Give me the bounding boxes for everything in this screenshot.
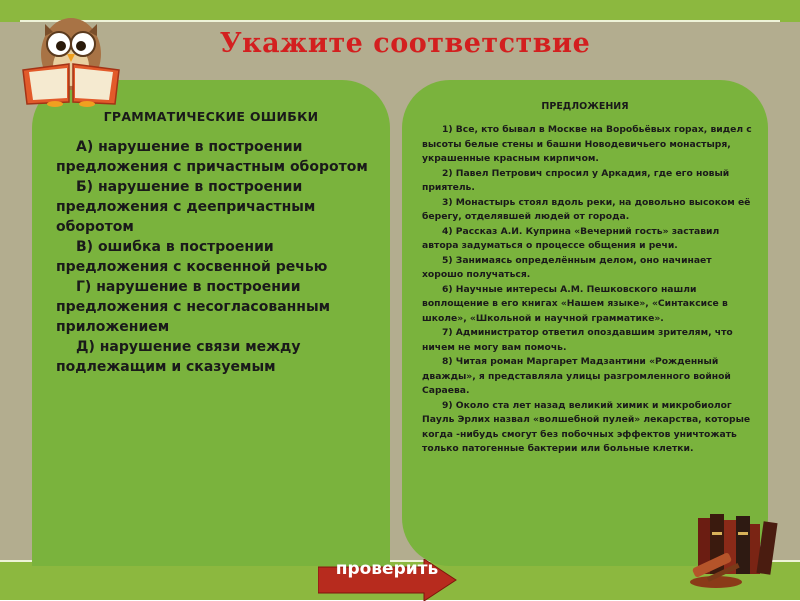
check-button-label: проверить [335,559,439,579]
sentence-item: 1) Все, кто бывал в Москве на Воробьёвых горах, видел с высоты белые стены и башни Новодевичьего монастыря, украшенные красным кирпичом. [422,124,752,164]
error-list [56,137,376,377]
error-item: Б) нарушение в построении предложения с деепричастным оборотом [56,179,316,235]
sentence-item: 6) Научные интересы А.М. Пешковского нашли воплощение в его книгах «Нашем языке», «Синтаксисе в школе», «Школьной и научной грамматике». [422,283,728,324]
books-gavel-icon [688,512,788,594]
sentence-item: 5) Занимаясь определённым делом, оно начинает хорошо получаться. [422,254,712,280]
sentence-item: 8) Читая роман Маргарет Мадзантини «Рожденный дважды», я представляла улицы разгромленного войной Сараева. [422,356,731,396]
error-item: Д) нарушение связи между подлежащим и сказуемым [56,339,301,375]
owl-reading-book-icon [15,8,127,112]
right-panel-heading: ПРЕДЛОЖЕНИЯ [541,101,629,112]
sentence-item: 4) Рассказ А.И. Куприна «Вечерний гость» заставил автора задуматься о процессе общения и речи. [422,225,720,251]
error-item: В) ошибка в построении предложения с косвенной речью [56,239,328,275]
error-item: А) нарушение в построении предложения с причастным оборотом [56,139,368,175]
check-button[interactable] [318,559,458,601]
top-divider [20,20,780,22]
slide-title: Укажите соответствие [219,28,591,59]
error-item: Г) нарушение в построении предложения с несогласованным приложением [56,279,331,335]
sentence-item: 9) Около ста лет назад великий химик и микробиолог Пауль Эрлих назвал «волшебной пулей» лекарства, которые когда -нибудь смогут без побочных эффектов уничтожать только патогенные бактерии или больные клетки. [422,399,751,454]
sentence-item: 7) Администратор ответил опоздавшим зрителям, что ничем не могу вам помочь. [422,327,733,353]
sentence-list [422,123,752,457]
sentence-item: 2) Павел Петрович спросил у Аркадия, где его новый приятель. [422,167,730,193]
left-panel-heading: ГРАММАТИЧЕСКИЕ ОШИБКИ [103,109,319,124]
sentence-item: 3) Монастырь стоял вдоль реки, на довольно высоком её берегу, отделявшей людей от города. [422,196,751,222]
